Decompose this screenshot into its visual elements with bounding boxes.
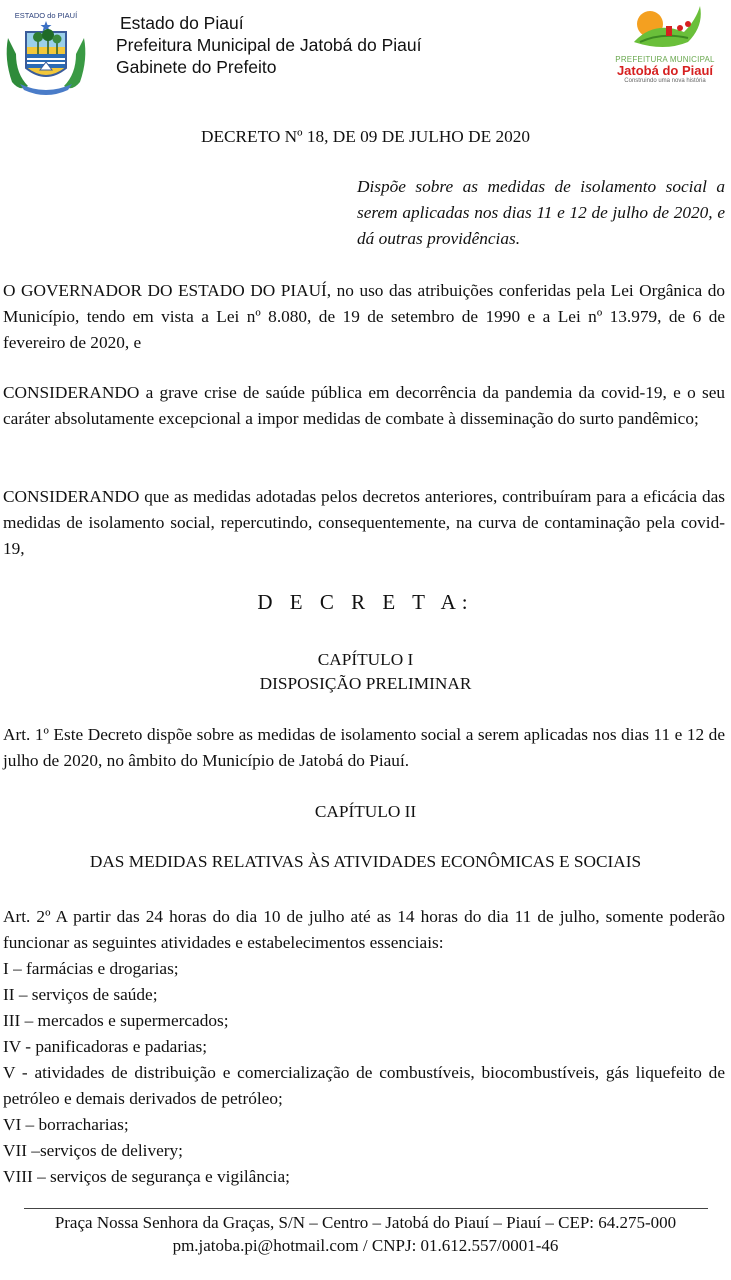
chapter2-title: CAPÍTULO II: [314, 802, 417, 821]
essential-activities-list: [3, 956, 725, 1190]
preamble: O GOVERNADOR DO ESTADO DO PIAUÍ, no uso das atribuições conferidas pela Lei Orgânica do Município, tendo em vista a Lei nº 8.080, de 19 de setembro de 1990 e a Lei nº 13.979, de 6 de fevereiro de 2020, e: [3, 281, 725, 352]
list-item: VII –serviços de delivery;: [3, 1141, 183, 1160]
state-name: Estado do Piauí: [120, 13, 244, 33]
municipal-logo: [604, 2, 724, 92]
considerando-1: CONSIDERANDO a grave crise de saúde pública em decorrência da pandemia da covid-19, e o seu caráter absolutamente excepcional a impor medidas de combate à disseminação do surto pandêmico;: [3, 383, 725, 428]
article-1: Art. 1º Este Decreto dispõe sobre as medidas de isolamento social a serem aplicadas nos dias 11 e 12 de julho de 2020, no âmbito do Município de Jatobá do Piauí.: [3, 725, 725, 770]
logo-line2: Jatobá do Piauí: [616, 63, 714, 78]
considerando-2: CONSIDERANDO que as medidas adotadas pelos decretos anteriores, contribuíram para a eficácia das medidas de isolamento social, repercutindo, consequentemente, na curva de contaminação pela covid-19,: [3, 487, 725, 558]
decree-summary: Dispõe sobre as medidas de isolamento social a serem aplicadas nos dias 11 e 12 de julho de 2020, e dá outras providências.: [357, 177, 725, 248]
list-item: VIII – serviços de segurança e vigilância;: [3, 1167, 290, 1186]
list-item: V - atividades de distribuição e comercialização de combustíveis, biocombustíveis, gás liquefeito de petróleo e demais derivados de petróleo;: [3, 1063, 725, 1108]
footer-contact: pm.jatoba.pi@hotmail.com / CNPJ: 01.612.557/0001-46: [172, 1236, 559, 1255]
chapter2-subtitle: DAS MEDIDAS RELATIVAS ÀS ATIVIDADES ECONÔMICAS E SOCIAIS: [89, 852, 642, 871]
letterhead-text: [116, 12, 421, 78]
article-2: Art. 2º A partir das 24 horas do dia 10 de julho até as 14 horas do dia 11 de julho, somente poderão funcionar as seguintes atividades e estabelecimentos essenciais:: [3, 907, 725, 952]
footer-divider: [24, 1208, 708, 1209]
logo-tagline: Construindo uma nova história: [624, 78, 706, 84]
list-item: III – mercados e supermercados;: [3, 1011, 229, 1030]
list-item: IV - panificadoras e padarias;: [3, 1037, 208, 1056]
letterhead: [0, 0, 731, 110]
piaui-coat-of-arms-icon: [2, 4, 90, 98]
office-name: Gabinete do Prefeito: [116, 57, 277, 77]
jatoba-logo-icon: [604, 2, 724, 54]
chapter1-title: CAPÍTULO I: [317, 650, 414, 669]
municipality-name: Prefeitura Municipal de Jatobá do Piauí: [116, 35, 422, 55]
logo-line1: PREFEITURA MUNICIPAL: [615, 55, 715, 64]
list-item: I – farmácias e drogarias;: [3, 959, 179, 978]
decree-title: DECRETO Nº 18, DE 09 DE JULHO DE 2020: [200, 127, 531, 146]
footer: [0, 1211, 731, 1257]
list-item: II – serviços de saúde;: [3, 985, 158, 1004]
footer-address: Praça Nossa Senhora da Graças, S/N – Centro – Jatobá do Piauí – Piauí – CEP: 64.275-000: [54, 1213, 677, 1232]
decreta-heading: D E C R E T A:: [257, 590, 474, 614]
chapter1-subtitle: DISPOSIÇÃO PRELIMINAR: [259, 674, 472, 693]
list-item: VI – borracharias;: [3, 1115, 129, 1134]
svg-text:ESTADO do PIAUÍ: ESTADO do PIAUÍ: [14, 11, 78, 20]
